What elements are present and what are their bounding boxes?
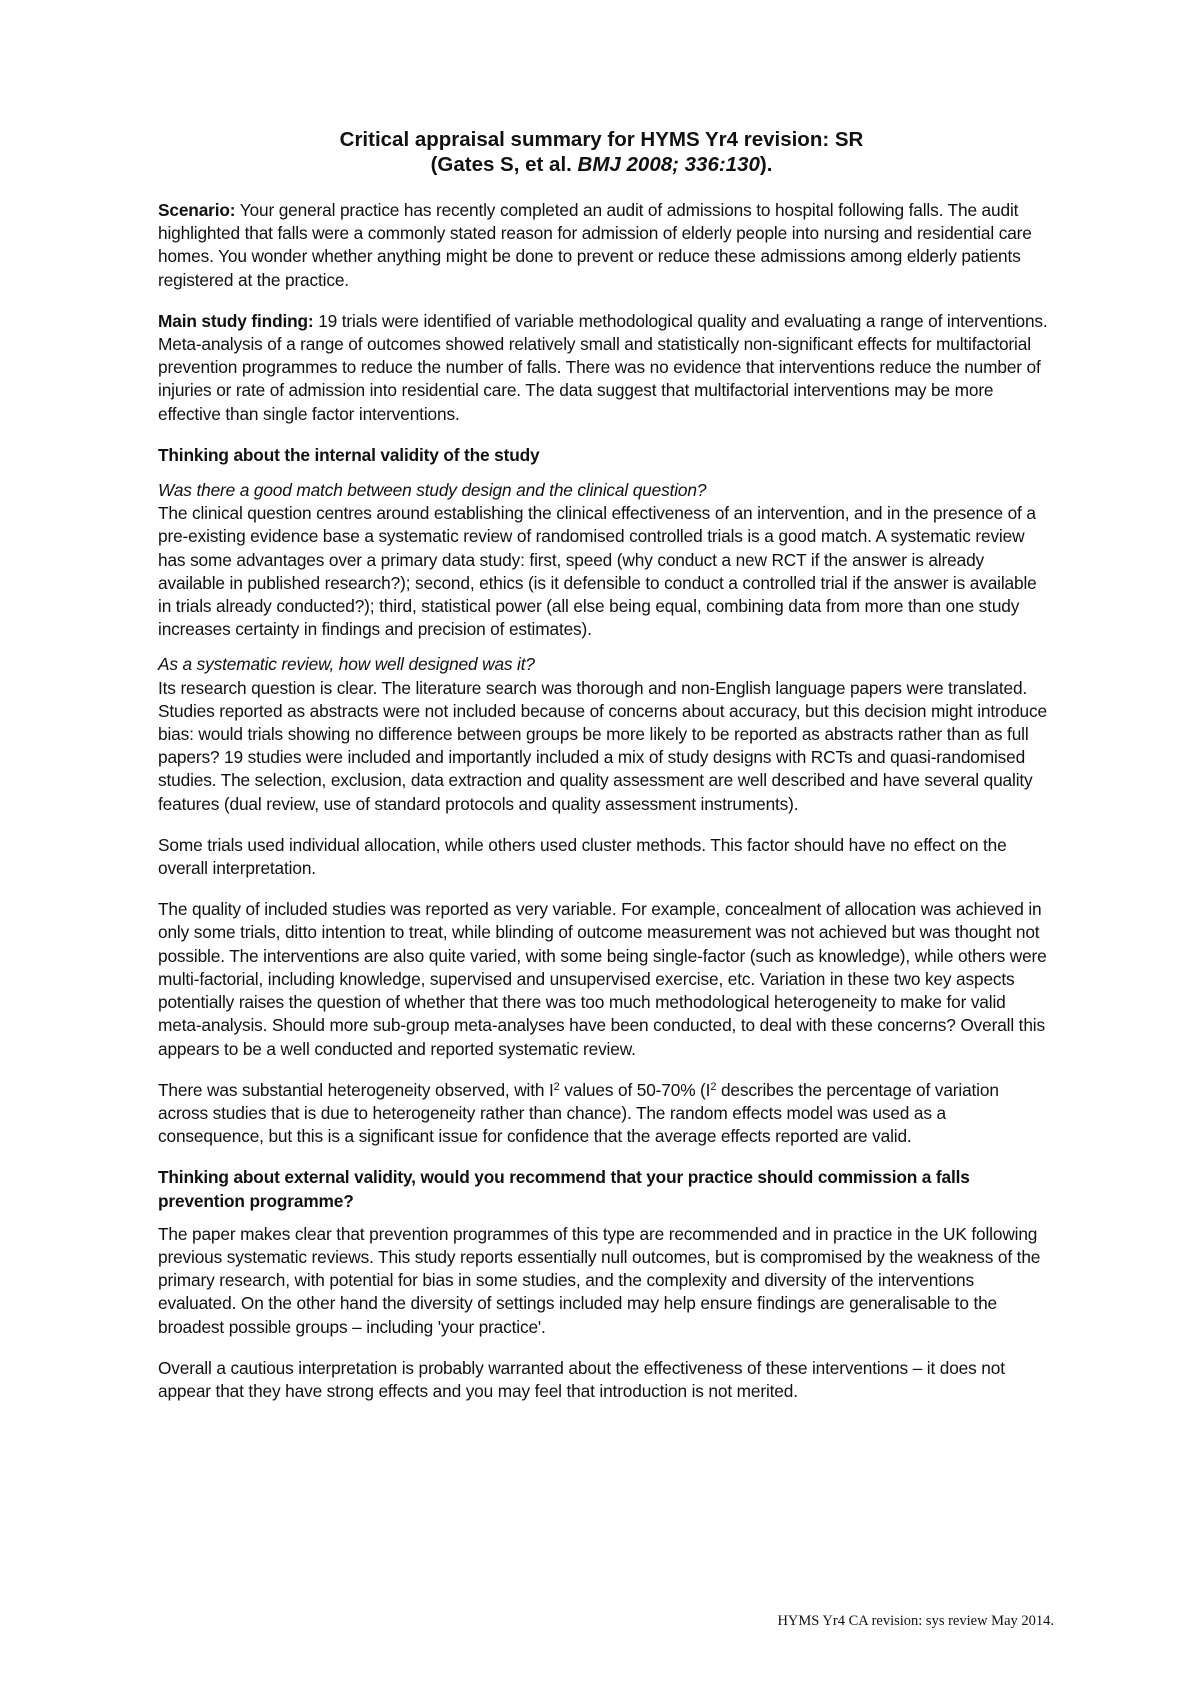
design-match-question: Was there a good match between study design and the clinical question? <box>158 480 707 501</box>
main-finding-paragraph <box>158 310 1053 426</box>
document-title <box>150 127 1053 177</box>
superscript-2: 2 <box>710 1080 717 1093</box>
internal-validity-heading: Thinking about the internal validity of the study <box>158 444 540 465</box>
review-design-question: As a systematic review, how well designed was it? <box>158 654 535 675</box>
scenario-label: Scenario: <box>158 200 236 220</box>
citation-authors: (Gates S, et al. <box>430 153 578 176</box>
document-body <box>158 127 1053 1403</box>
title-line-1: Critical appraisal summary for HYMS Yr4 revision: SR <box>339 128 864 151</box>
review-design-answer: Its research question is clear. The literature search was thorough and non-English language papers were translated. Studies reported as abstracts were not included because of concerns about accuracy, but this decision might introduce bias: would trials showing no difference between groups be more likely to be reported as abstracts rather than as full papers? 19 studies were included and importantly included a mix of study designs with RCTs and quasi-randomised studies. The selection, exclusion, data extraction and quality assessment are well described and have several quality features (dual review, use of standard protocols and quality assessment instruments). <box>158 677 1047 814</box>
heterogeneity-text-2: values of 50-70% (I <box>559 1079 711 1100</box>
page-footer: HYMS Yr4 CA revision: sys review May 2014. <box>777 1613 1054 1629</box>
heterogeneity-paragraph <box>158 1079 1053 1149</box>
heterogeneity-text-3: describes the percentage of variation across studies that is due to heterogeneity rather than chance). The random effects model was used as a consequence, but this is a significant issue for confidence that the average effects reported are valid. <box>158 1079 999 1147</box>
external-validity-heading: Thinking about external validity, would you recommend that your practice should commission a falls prevention programme? <box>158 1167 970 1211</box>
citation-journal: BMJ 2008; 336:130 <box>577 153 760 176</box>
external-paragraph-1: The paper makes clear that prevention programmes of this type are recommended and in practice in the UK following previous systematic reviews. This study reports essentially null outcomes, but is compromised by the weakness of the primary research, with potential for bias in some studies, and the complexity and diversity of the interventions evaluated. On the other hand the diversity of settings included may help ensure findings are generalisable to the broadest possible groups – including 'your practice'. <box>158 1223 1041 1337</box>
title-line-2 <box>150 152 1053 177</box>
main-finding-label: Main study finding: <box>158 310 314 331</box>
external-paragraph-2: Overall a cautious interpretation is probably warranted about the effectiveness of these interventions – it does not appear that they have strong effects and you may feel that introduction is not merited. <box>158 1357 1005 1401</box>
scenario-text: Your general practice has recently completed an audit of admissions to hospital following falls. The audit highlighted that falls were a commonly stated reason for admission of elderly people into nursing and residential care homes. You wonder whether anything might be done to prevent or reduce these admissions among elderly patients registered at the practice. <box>158 200 1032 290</box>
superscript-2: 2 <box>553 1080 560 1093</box>
scenario-paragraph <box>158 199 1053 292</box>
allocation-paragraph: Some trials used individual allocation, while others used cluster methods. This factor should have no effect on the overall interpretation. <box>158 834 1007 879</box>
quality-paragraph: The quality of included studies was reported as very variable. For example, concealment of allocation was achieved in only some trials, ditto intention to treat, while blinding of outcome measurement was not achieved but was thought not possible. The interventions are also quite varied, with some being single-factor (such as knowledge), while others were multi-factorial, including knowledge, supervised and unsupervised exercise, etc. Variation in these two key aspects potentially raises the question of whether that there was too much methodological heterogeneity to make for valid meta-analysis. Should more sub-group meta-analyses have been conducted, to deal with these concerns? Overall this appears to be a well conducted and reported systematic review. <box>158 899 1047 1059</box>
main-finding-text: 19 trials were identified of variable methodological quality and evaluating a range of interventions. Meta-analysis of a range of outcomes showed relatively small and statistically non-significant effects for multifactorial prevention programmes to reduce the number of falls. There was no evidence that interventions reduce the number of injuries or rate of admission into residential care. The data suggest that multifactorial interventions may be more effective than single factor interventions. <box>158 310 1048 424</box>
citation-end: ). <box>759 153 773 176</box>
heterogeneity-text-1: There was substantial heterogeneity observed, with I <box>158 1079 554 1100</box>
design-match-answer: The clinical question centres around establishing the clinical effectiveness of an intervention, and in the presence of a pre-existing evidence base a systematic review of randomised controlled trials is a good match. A systematic review has some advantages over a primary data study: first, speed (why conduct a new RCT if the answer is already available in published research?); second, ethics (is it defensible to conduct a controlled trial if the answer is available in trials already conducted?); third, statistical power (all else being equal, combining data from more than one study increases certainty in findings and precision of estimates). <box>158 503 1037 640</box>
